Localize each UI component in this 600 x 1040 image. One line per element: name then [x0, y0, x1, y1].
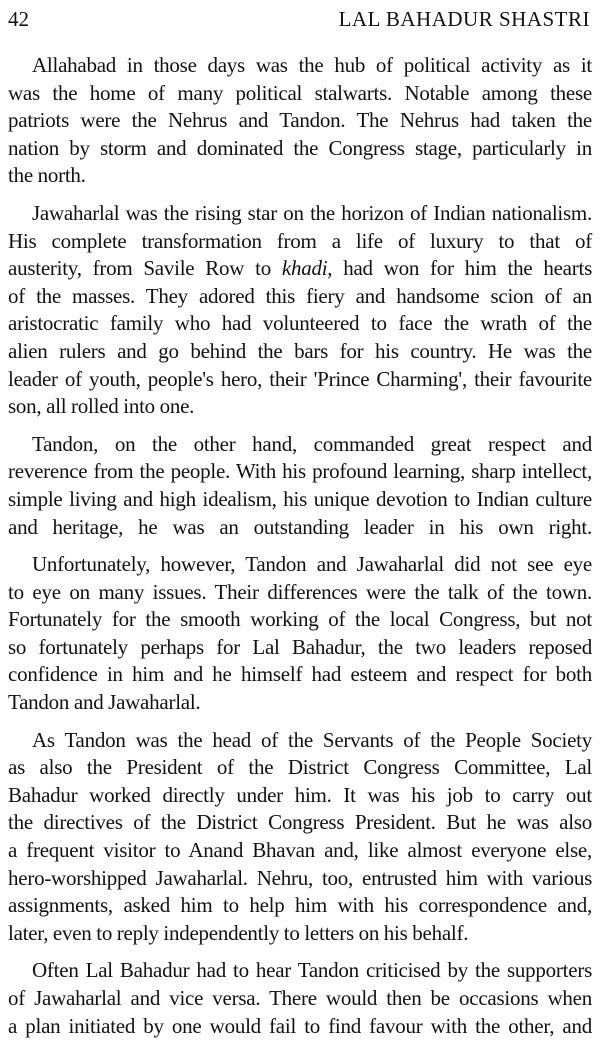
paragraph-4	[8, 551, 592, 717]
paragraph-line	[8, 255, 592, 283]
italic-term-khadi: khadi,	[281, 256, 333, 281]
page-number: 42	[8, 7, 29, 31]
paragraph-line: As Tandon was the head of the Servants of the People Society	[32, 727, 592, 752]
paragraph-line: alien rulers and go behind the bars for his country. He was the	[8, 338, 592, 363]
paragraph-line: nation by storm and dominated the Congress stage, particularly in	[8, 135, 592, 160]
paragraph-line: hero-worshipped Jawaharlal. Nehru, too, entrusted him with various	[8, 865, 592, 890]
paragraph-line: Bahadur worked directly under him. It was his job to carry out	[8, 782, 592, 807]
paragraph-2	[8, 200, 592, 421]
paragraph-line: to eye on many issues. Their differences were the talk of the town.	[8, 579, 592, 604]
paragraph-line: son, all rolled into one.	[8, 394, 195, 419]
paragraph-line: Tandon and Jawaharlal.	[8, 690, 201, 715]
paragraph-line: confidence in him and he himself had esteem and respect for both	[8, 662, 592, 687]
paragraph-line: Allahabad in those days was the hub of political activity as it	[32, 53, 592, 77]
paragraph-line: a plan initiated by one would fail to find favour with the other, and	[8, 1013, 592, 1038]
paragraph-line: reverence from the people. With his profound learning, sharp intellect,	[8, 459, 592, 484]
paragraph-line: leader of youth, people's hero, their 'Prince Charming', their favourite	[8, 366, 592, 391]
paragraph-line: Jawaharlal was the rising star on the horizon of Indian nationalism.	[32, 200, 592, 225]
paragraph-line: Tandon, on the other hand, commanded great respect and	[32, 431, 592, 456]
body-text	[8, 52, 592, 1040]
paragraph-line: as also the President of the District Congress Committee, Lal	[8, 755, 592, 780]
paragraph-line: Often Lal Bahadur had to hear Tandon criticised by the supporters	[32, 958, 592, 983]
paragraph-1	[8, 52, 592, 190]
paragraph-line: His complete transformation from a life of luxury to that of	[8, 228, 592, 253]
paragraph-6	[8, 957, 592, 1040]
paragraph-line: the north.	[8, 163, 86, 188]
paragraph-line: a frequent visitor to Anand Bhavan and, like almost everyone else,	[8, 838, 592, 863]
paragraph-line: Unfortunately, however, Tandon and Jawaharlal did not see eye	[32, 552, 592, 577]
paragraph-line: patriots were the Nehrus and Tandon. The Nehrus had taken the	[8, 108, 592, 133]
paragraph-line: of Jawaharlal and vice versa. There would then be occasions when	[8, 986, 592, 1010]
book-title: LAL BAHADUR SHASTRI	[338, 7, 590, 31]
running-head	[8, 4, 592, 34]
paragraph-3	[8, 431, 592, 541]
line-segment: had won for him the hearts	[332, 256, 592, 281]
paragraph-line: aristocratic family who had volunteered to face the wrath of the	[8, 311, 592, 336]
paragraph-line: was the home of many political stalwarts. Notable among these	[8, 80, 592, 105]
paragraph-5	[8, 727, 592, 948]
paragraph-line: assignments, asked him to help him with his correspondence and,	[8, 893, 592, 918]
line-segment: austerity, from Savile Row to	[8, 256, 282, 281]
paragraph-line: later, even to reply independently to letters on his behalf.	[8, 920, 469, 945]
paragraph-line: Fortunately for the smooth working of the local Congress, but not	[8, 607, 592, 632]
paragraph-line: and heritage, he was an outstanding leader in his own right.	[8, 514, 592, 539]
paragraph-line: so fortunately perhaps for Lal Bahadur, the two leaders reposed	[8, 634, 592, 659]
paragraph-line: simple living and high idealism, his unique devotion to Indian culture	[8, 486, 592, 511]
paragraph-line: the directives of the District Congress President. But he was also	[8, 810, 592, 835]
paragraph-line: of the masses. They adored this fiery and handsome scion of an	[8, 283, 592, 308]
